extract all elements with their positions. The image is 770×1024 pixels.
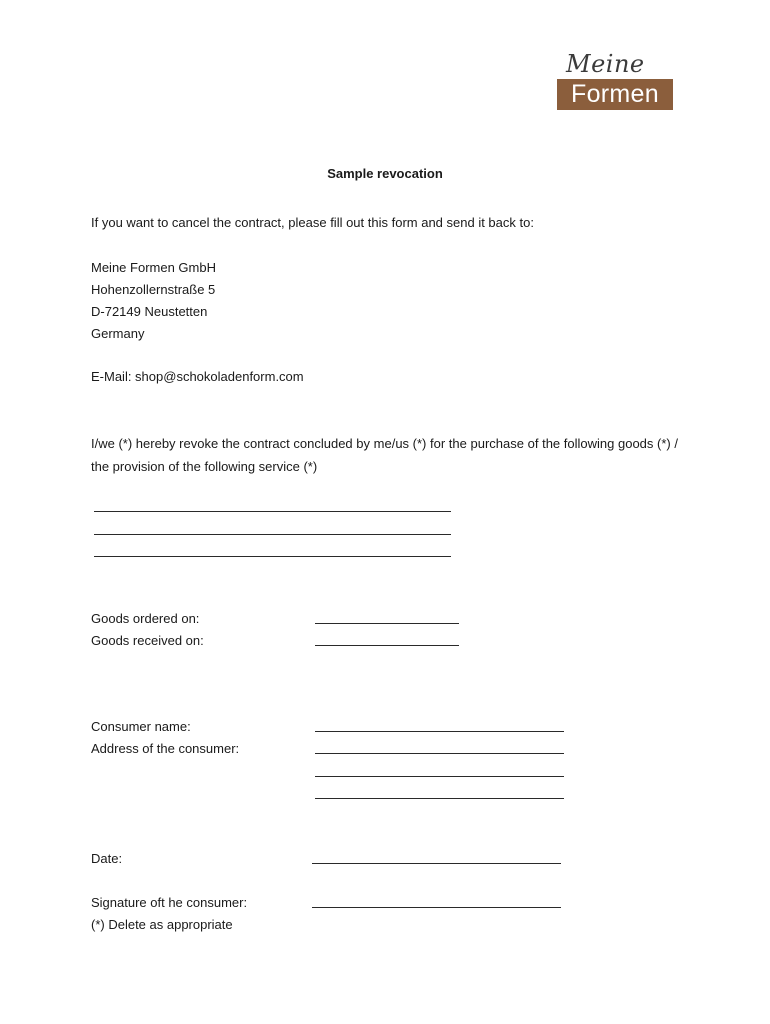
goods-blank-line-1[interactable] bbox=[94, 511, 451, 512]
email-line: E-Mail: shop@schokoladenform.com bbox=[91, 369, 304, 384]
consumer-address-line-3[interactable] bbox=[315, 798, 564, 799]
footnote: (*) Delete as appropriate bbox=[91, 917, 233, 932]
revocation-statement: I/we (*) hereby revoke the contract concluded by me/us (*) for the purchase of the following goods (*) / the provision of the following service (*) bbox=[91, 436, 678, 474]
address-company: Meine Formen GmbH bbox=[91, 260, 216, 275]
logo-script-text: Meine bbox=[566, 50, 645, 78]
goods-ordered-label: Goods ordered on: bbox=[91, 611, 200, 626]
address-country: Germany bbox=[91, 326, 145, 341]
address-city: D-72149 Neustetten bbox=[91, 304, 208, 319]
goods-blank-line-3[interactable] bbox=[94, 556, 451, 557]
signature-line[interactable] bbox=[312, 907, 561, 908]
consumer-address-label: Address of the consumer: bbox=[91, 741, 240, 756]
address-street: Hohenzollernstraße 5 bbox=[91, 282, 216, 297]
consumer-name-label: Consumer name: bbox=[91, 719, 191, 734]
logo-box: Formen bbox=[557, 79, 673, 110]
consumer-name-line[interactable] bbox=[315, 731, 564, 732]
consumer-address-line-2[interactable] bbox=[315, 776, 564, 777]
goods-received-label: Goods received on: bbox=[91, 633, 204, 648]
goods-blank-line-2[interactable] bbox=[94, 534, 451, 535]
consumer-address-line-1[interactable] bbox=[315, 753, 564, 754]
signature-label: Signature oft he consumer: bbox=[91, 895, 248, 910]
goods-received-line[interactable] bbox=[315, 645, 459, 646]
date-line[interactable] bbox=[312, 863, 561, 864]
intro-text: If you want to cancel the contract, please fill out this form and send it back to: bbox=[91, 215, 534, 230]
goods-ordered-line[interactable] bbox=[315, 623, 459, 624]
page-title: Sample revocation bbox=[327, 166, 443, 181]
date-label: Date: bbox=[91, 851, 123, 866]
